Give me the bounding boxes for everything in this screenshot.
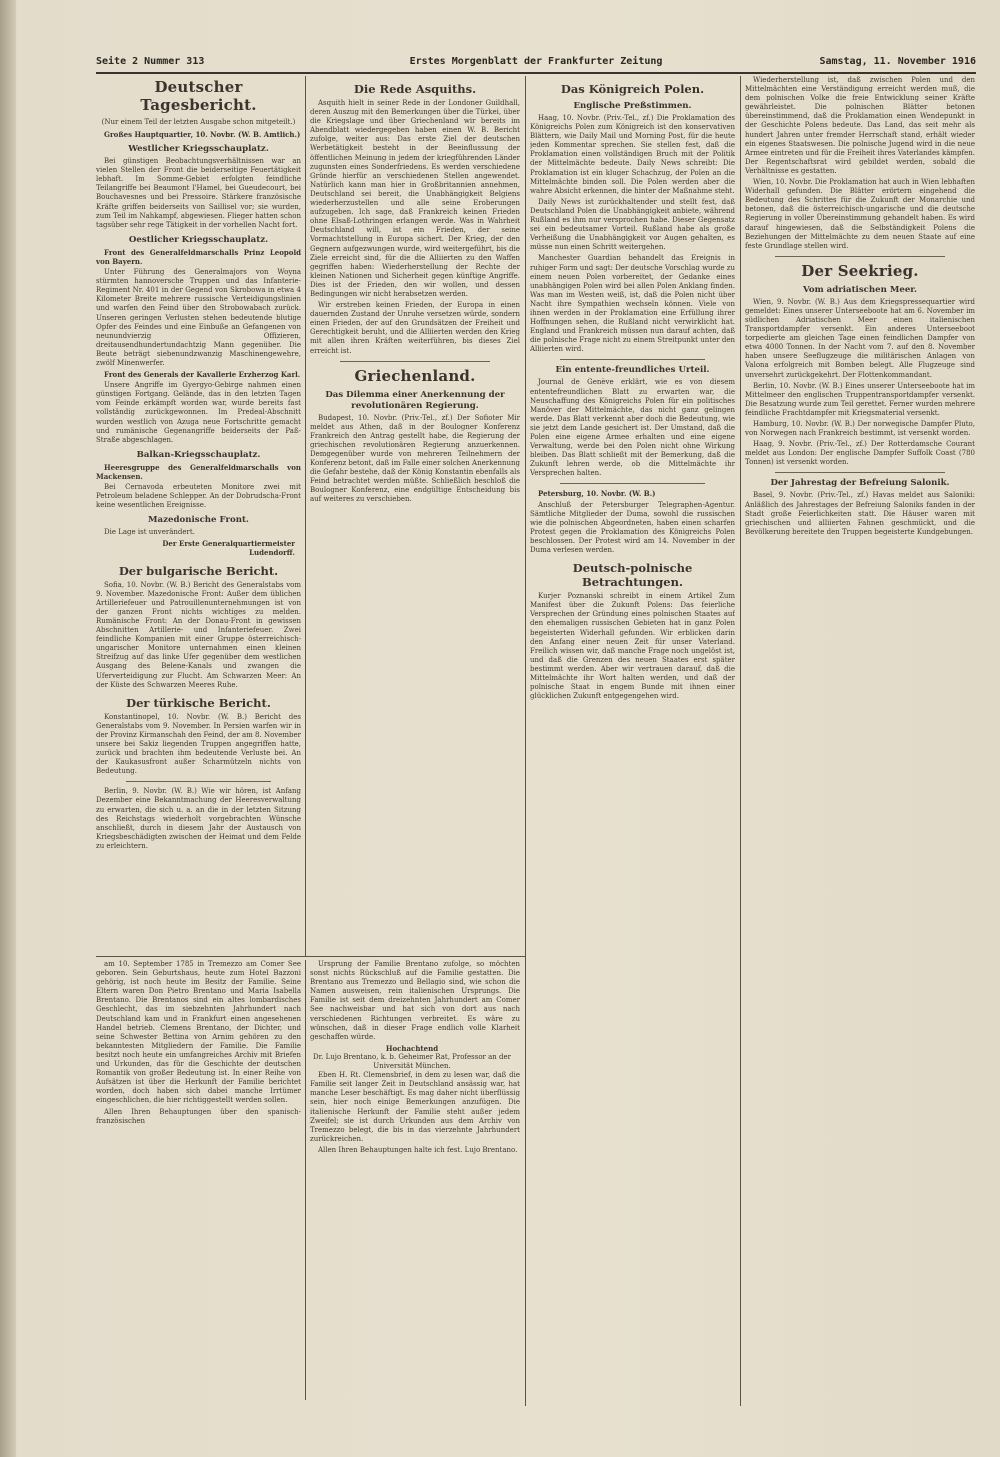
paragraph: Wien, 10. Novbr. Die Proklamation hat auch in Wien lebhaften Widerhall gefunden. Die Blätter erörtern eingehend die Bedeutung des Schrittes für die Zukunft der Monarchie und betonen, daß die österreichisch-ungarische und die deutsche Regierung in voller Übereinstimmung gehandelt haben. Es wird darauf hingewiesen, daß die Selbständigkeit Polens die Beziehungen der Mittelmächte zu dem neuen Staate auf eine feste Grundlage stellen wird. (745, 178, 975, 250)
front-heading: Front des Generals der Kavallerie Erzherzog Karl. (104, 370, 301, 380)
paragraph: Journal de Genève erklärt, wie es von diesem ententefreundlichen Blatt zu erwarten war, die Neuschaffung des Königreichs Polen für ein politisches Manöver der Mittelmächte, das nicht ganz gelingen werde. Das Blatt verkennt aber doch die Bedeutung, wie sie jetzt dem Lande gesichert ist. Der Umstand, daß die Polen eine eigene Armee erhalten und eine eigene Verwaltung, werde bei den Polen nicht ohne Wirkung bleiben. Das Blatt schließt mit der Bemerkung, daß die Zukunft lehren werde, ob die Mittelmächte ihr Versprechen halten. (530, 378, 735, 478)
article-title: Deutsch-polnische Betrachtungen. (572, 561, 693, 590)
separator (340, 361, 490, 362)
column-rule (525, 76, 526, 1406)
article-title: Der Seekrieg. (801, 261, 919, 280)
article-title: Der türkische Bericht. (126, 695, 271, 710)
column-rule (305, 960, 306, 1400)
article-subtitle: Das Dilemma einer Anerkennung der revolutionären Regierung. (325, 389, 505, 411)
separator (775, 472, 945, 473)
paragraph: Hamburg, 10. Novbr. (W. B.) Der norwegische Dampfer Pluto, von Norwegen nach Frankreich bestimmt, ist versenkt worden. (745, 420, 975, 438)
column-rule (740, 76, 741, 1406)
front-heading: Front des Generalfeldmarschalls Prinz Leopold von Bayern. (96, 247, 301, 266)
column-deutscher-tagesbericht (96, 76, 301, 956)
paragraph: Bei Cernavoda erbeuteten Monitore zwei mit Petroleum beladene Schlepper. An der Dobrudscha-Front keine wesentlichen Ereignisse. (96, 483, 301, 510)
page-header (96, 54, 976, 74)
dateline: Petersburg, 10. Novbr. (W. B.) (538, 489, 656, 499)
signature-greeting: Hochachtend (385, 1043, 439, 1053)
paragraph: Berlin, 10. Novbr. (W. B.) Eines unserer Unterseeboote hat im Mittelmeer den englischen Truppentransportdampfer versenkt. Die Besatzung wurde zum Teil gerettet. Ferner wurden mehrere feindliche Frachtdampfer mit Kriegsmaterial versenkt. (745, 381, 975, 417)
article-subtitle: Englische Preßstimmen. (573, 101, 692, 111)
header-date: Samstag, 11. November 1916 (819, 56, 976, 67)
paragraph: Wir erstreben keinen Frieden, der Europa in einen dauernden Zustand der Unruhe versetzen würde, sondern einen Frieden, der auf den Grundsätzen der Freiheit und Gerechtigkeit beruht, und die Alliierten werden den Krieg mit allen ihren Kräften weiterführen, bis dieses Ziel erreicht ist. (310, 301, 520, 355)
header-edition: Erstes Morgenblatt der Frankfurter Zeitung (409, 56, 663, 67)
paragraph: Allen Ihren Behauptungen über den spanisch-französischen (96, 1107, 301, 1125)
feuilleton-column-right (310, 960, 520, 1400)
section-heading: Westlicher Kriegsschauplatz. (128, 144, 269, 155)
feuilleton-rule (96, 956, 525, 957)
separator (560, 359, 705, 360)
paragraph: Ursprung der Familie Brentano zufolge, so möchten sonst nichts Rückschluß auf die Familie gestatten. Die Brentano aus Tremezzo und Bellagio sind, wie schon die Namen ausweisen, rein italienischen Ursprungs. Die Familie ist seit dem dreizehnten Jahrhundert am Comer See nachweisbar und hat sich von dort aus nach verschiedenen Richtungen verbreitet. Es wäre zu wünschen, daß in dieser Frage endlich volle Klarheit geschaffen würde. (310, 960, 520, 1041)
front-heading: Heeresgruppe des Generalfeldmarschalls von Mackensen. (96, 462, 301, 481)
column-rule (305, 76, 306, 956)
separator (560, 483, 705, 484)
paragraph: Daily News ist zurückhaltender und stellt fest, daß Deutschland Polen die Unabhängigkeit anbiete, während Rußland es ihm nur versprochen habe. Dieser Gegensatz sei ein bedeutsamer Vorteil. Rußland habe als große Verheißung die Unabhängigkeit vor Augen gehalten, es müsse nun einen Schritt weitergehen. (530, 197, 735, 252)
paragraph: Bei günstigen Beobachtungsverhältnissen war an vielen Stellen der Front die beiderseitige Feuertätigkeit lebhaft. Im Somme-Gebiet erfolgten feindliche Teilangriffe bei Beaumont l'Hamel, bei Gueudecourt, bei Bouchavesnes und bei Pressoire. Stärkere französische Kräfte griffen beiderseits von Saillisel vor; sie wurden, zum Teil im Nahkampf, abgewiesen. Flieger hatten schon tagsüber sehr rege Tätigkeit in der vorhellen Nacht fort. (96, 157, 301, 229)
article-subtitle: Vom adriatischen Meer. (802, 284, 918, 295)
paragraph: Eben H. Rt. Clemensbrief, in dem zu lesen war, daß die Familie seit langer Zeit in Deutschland ansässig war, hat manche Leser beschäftigt. Es mag daher nicht überflüssig sein, hier noch einige Bemerkungen anzufügen. Die italienische Herkunft der Familie steht außer jedem Zweifel; sie ist durch Urkunden aus dem Archiv von Tremezzo belegt, die bis in das vierzehnte Jahrhundert zurückreichen. (310, 1071, 520, 1143)
paragraph: am 10. September 1785 in Tremezzo am Comer See geboren. Sein Geburtshaus, heute zum Hotel Bazzoni gehörig, ist noch heute im Besitz der Familie. Seine Eltern waren Don Pietro Brentano und Maria Isabella Brentano. Die Brentanos sind ein altes lombardisches Geschlecht, das im siebzehnten Jahrhundert nach Deutschland kam und in Frankfurt einen angesehenen Handel betrieb. Clemens Brentano, der Dichter, und seine Schwester Bettina von Arnim gehören zu den bekanntesten Mitgliedern der Familie. Die Familie besitzt noch heute ein umfangreiches Archiv mit Briefen und Urkunden, das für die Geschichte der deutschen Romantik von großer Bedeutung ist. In einer Reihe von Aufsätzen ist über die Herkunft der Familie berichtet worden, doch haben sich dabei manche Irrtümer eingeschlichen, die hier richtiggestellt werden sollen. (96, 960, 301, 1105)
paragraph: Unsere Angriffe im Gyergyo-Gebirge nahmen einen günstigen Fortgang. Gelände, das in den letzten Tagen vom Feinde erkämpft worden war, wurde bereits fast vollständig zurückgewonnen. Im Predeal-Abschnitt wurden westlich von Azuga neue Fortschritte gemacht und rumänische Gegenangriffe beiderseits der Paß-Straße abgeschlagen. (96, 381, 301, 444)
section-heading: Mazedonische Front. (148, 515, 249, 526)
paragraph: Anschluß der Petersburger Telegraphen-Agentur. Sämtliche Mitglieder der Duma, sowohl die russischen wie die polnischen Abgeordneten, haben einen scharfen Protest gegen die Proklamation des Königreichs Polen beschlossen. Der Protest wird am 14. November in der Duma verlesen werden. (530, 500, 735, 555)
dateline: Großes Hauptquartier, 10. Novbr. (W. B. Amtlich.) (104, 130, 301, 139)
signature-name: Dr. Lujo Brentano, k. b. Geheimer Rat, Professor an der Universität München. (312, 1052, 512, 1071)
article-title: Die Rede Asquiths. (353, 82, 477, 96)
paragraph: Unter Führung des Generalmajors von Woyna stürmten hannoversche Truppen und das Infanterie-Regiment Nr. 401 in der Gegend von Skrobowa in etwa 4 Kilometer Breite mehrere russische Verteidigungslinien und warfen den Feind über den Strobowabach zurück. Unseren geringen Verlusten stehen bedeutende blutige Opfer des Feindes und eine Einbuße an Gefangenen von neunundvierzig Offizieren, dreitausendhundertundachtzig Mann gegenüber. Die Beute beträgt siebenundzwanzig Maschinengewehre, zwölf Minenwerfer. (96, 268, 301, 367)
paragraph: Allen Ihren Behauptungen halte ich fest. Lujo Brentano. (318, 1145, 518, 1154)
article-title: Der bulgarische Bericht. (118, 563, 279, 578)
header-page-number: Seite 2 Nummer 313 (96, 56, 205, 67)
paragraph: Haag, 9. Novbr. (Priv.-Tel., zf.) Der Rotterdamsche Courant meldet aus London: Der englische Dampfer Suffolk Coast (780 Tonnen) ist versenkt worden. (745, 440, 975, 467)
paragraph: Asquith hielt in seiner Rede in der Londoner Guildhall, deren Auszug mit den Bemerkungen über die Türkei, über die Kriegslage und über Griechenland wir bereits im Abendblatt wiedergegeben haben einen W. B. Bericht zufolge, weiter aus: Das erste Ziel der deutschen Werbetätigkeit besteht in der Beeinflussung der öffentlichen Meinung in jedem der kriegführenden Länder zugunsten eines Sonderfriedens. Es werden verschiedene Gründe hierfür an verschiedenen Stellen angewendet. Natürlich kann man hier in Großbritannien annehmen, Deutschland sei bereit, die Unabhängigkeit Belgiens wiederherzustellen und alle seine Eroberungen aufzugeben. Ich sage, daß Frankreich keinen Frieden ohne Elsaß-Lothringen erlangen werde. Was in Wahrheit Deutschland will, ist ein Frieden, der seine Vormachtstellung in Europa sichert. Der Krieg, der den Gegnern aufgezwungen wurde, wird weitergeführt, bis die Ziele erreicht sind, für die die Alliierten zu den Waffen gegriffen haben: Wiederherstellung der Rechte der kleinen Nationen und Sicherheit gegen künftige Angriffe. Dies ist der Frieden, den wir wollen, und dessen Bedingungen wir nicht herabsetzen werden. (310, 99, 520, 298)
paragraph: Berlin, 9. Novbr. (W. B.) Wie wir hören, ist Anfang Dezember eine Bekanntmachung der Heeresverwaltung zu erwarten, die sich u. a. an die in der letzten Sitzung des Reichstags wiederholt vorgebrachten Wünsche anschließt, durch in diesem Jahr der Austausch von Kriegsbeschädigten zwischen der Heimat und dem Felde zu erleichtern. (96, 787, 301, 850)
column-rede-asquiths (310, 76, 520, 956)
paragraph: Die Lage ist unverändert. (104, 528, 195, 537)
feuilleton-column-left (96, 960, 301, 1400)
paragraph: Kurjer Poznanski schreibt in einem Artikel Zum Manifest über die Zukunft Polens: Das feierliche Versprechen der Gründung eines polnischen Staates auf den ehemaligen russischen Gebieten hat in ganz Polen begeisterten Widerhall gefunden. Wir erblicken darin den Anfang einer neuen Zeit für unser Vaterland. Freilich wissen wir, daß manche Frage noch ungelöst ist, und daß die Grenzen des neuen Staates erst später bestimmt werden. Aber wir vertrauen darauf, daß die Mittelmächte ihr Wort halten werden, und daß der polnische Staat in engem Bunde mit ihnen einer glücklichen Zukunft entgegengehen wird. (530, 592, 735, 701)
paragraph: Wiederherstellung ist, daß zwischen Polen und den Mittelmächten eine Verständigung erreicht werden muß, die dem polnischen Volke die freie Entwicklung seiner Kräfte gewährleistet. Die polnischen Blätter betonen übereinstimmend, daß die Proklamation einen Wendepunkt in der Geschichte Polens bedeute. Das Land, das seit mehr als hundert Jahren unter fremder Herrschaft stand, erhält wieder ein eigenes Staatswesen. Die polnische Jugend wird in die neue Armee eintreten und für die Freiheit ihres Vaterlandes kämpfen. Der Regentschaftsrat wird gebildet werden, sobald die Verhältnisse es gestatten. (745, 76, 975, 175)
paragraph: Haag, 10. Novbr. (Priv.-Tel., zf.) Die Proklamation des Königreichs Polen zum Königreich ist den konservativen Blättern, wie Daily Mail und Morning Post, für die heute jeden Kommentar sprechen. Sie stellen fest, daß die Proklamation einen vollständigen Bruch mit der Politik der Mittelmächte bedeute. Daily News schreibt: Die Proklamation ist ein kluger Schachzug, der Polen an die Mittelmächte binden soll. Die Polen werden aber die wahre Absicht erkennen, die hinter der Maßnahme steht. (530, 114, 735, 195)
paragraph: Budapest, 10. Novbr. (Priv.-Tel., zf.) Der Sofioter Mir meldet aus Athen, daß in der Boulogner Konferenz Frankreich den Antrag gestellt habe, die Regierung der griechischen revolutionären Regierung anzuerkennen. Demgegenüber wurde von mehreren Teilnehmern der Konferenz betont, daß im Falle einer solchen Anerkennung die Gefahr bestehe, daß der König Konstantin ebenfalls als Feind betrachtet werden müßte. Schließlich beschloß die Boulogner Konferenz, eine endgültige Entscheidung bis auf weiteres zu verschieben. (310, 413, 520, 504)
signature-name: Ludendorff. (249, 548, 295, 558)
section-heading: Der Jahrestag der Befreiung Salonik. (770, 478, 950, 489)
paragraph: Sofia, 10. Novbr. (W. B.) Bericht des Generalstabs vom 9. November. Mazedonische Front: Außer dem üblichen Artilleriefeuer und Patrouillenunternehmungen ist von der ganzen Front nichts wichtiges zu melden. Rumänische Front: An der Donau-Front in gewissen Abschnitten Artillerie- und Infanteriefeuer. Zwei feindliche Kompanien mit einer Gruppe österreichisch-ungarischer Monitore unternahmen einen kleinen Streifzug auf das linke Ufer gegenüber dem westlichen Ausgang des Belene-Kanals und zwangen die Uferverteidigung zur Flucht. Am Schwarzen Meer: An der Küste des Schwarzen Meeres Ruhe. (96, 580, 301, 689)
binding-spine (0, 0, 16, 1457)
signature-line: Der Erste Generalquartiermeister (162, 539, 295, 549)
section-heading: Balkan-Kriegsschauplatz. (136, 449, 261, 460)
paragraph: Konstantinopel, 10. Novbr. (W. B.) Bericht des Generalstabs vom 9. November. In Persien warfen wir in der Provinz Kirmanschah den Feind, der am 8. November unsere bei Sakiz liegenden Truppen angegriffen hatte, zurück und brachten ihm bedeutende Verluste bei. An der Kaukasusfront außer Scharmützeln nichts von Bedeutung. (96, 712, 301, 776)
section-heading: Ein entente-freundliches Urteil. (555, 365, 710, 376)
paragraph: Wien, 9. Novbr. (W. B.) Aus dem Kriegspressequartier wird gemeldet: Eines unserer Unterseeboote hat am 6. November im südlichen Adriatischen Meer einen italienischen Transportdampfer versenkt. Ein anderes Unterseeboot torpedierte am gleichen Tage einen feindlichen Dampfer von etwa 4000 Tonnen. In der Nacht vom 7. auf den 8. November haben unsere Seeflugzeuge die militärischen Anlagen von Valona erfolgreich mit Bomben belegt. Alle Flugzeuge sind unversehrt zurückgekehrt. Der Flottenkommandant. (745, 297, 975, 379)
column-seekrieg (745, 76, 975, 1406)
paragraph: Basel, 9. Novbr. (Priv.-Tel., zf.) Havas meldet aus Saloniki: Anläßlich des Jahrestages der Befreiung Saloniks fanden in der Stadt große Feierlichkeiten statt. Die Häuser waren mit griechischen und alliierten Fahnen geschmückt, und die Bevölkerung bereitete den Truppen begeisterte Kundgebungen. (745, 491, 975, 536)
article-title: Das Königreich Polen. (560, 82, 705, 96)
section-heading: Oestlicher Kriegsschauplatz. (128, 234, 269, 245)
article-note: (Nur einem Teil der letzten Ausgabe schon mitgeteilt.) (101, 118, 296, 126)
separator (775, 256, 945, 257)
separator (126, 781, 271, 782)
paragraph: Manchester Guardian behandelt das Ereignis in ruhiger Form und sagt: Der deutsche Vorschlag wurde zu einem neuen Polen vorbereitet, der Gedanke eines unabhängigen Polen wird bei allen Polen Anklang finden. Was man im Westen weiß, ist, daß die Polen nicht über Nacht ihre Sympathien wechseln können. Viele von ihnen werden in der Proklamation eine Erfüllung ihrer Hoffnungen sehen, die Rußland nicht verwirklicht hat. England und Frankreich müssen nun darauf achten, daß die polnische Frage nicht zu einem Streitpunkt unter den Alliierten wird. (530, 254, 735, 354)
column-koenigreich-polen (530, 76, 735, 1406)
article-title: Deutscher Tagesbericht. (140, 78, 257, 114)
article-title: Griechenland. (354, 366, 476, 385)
